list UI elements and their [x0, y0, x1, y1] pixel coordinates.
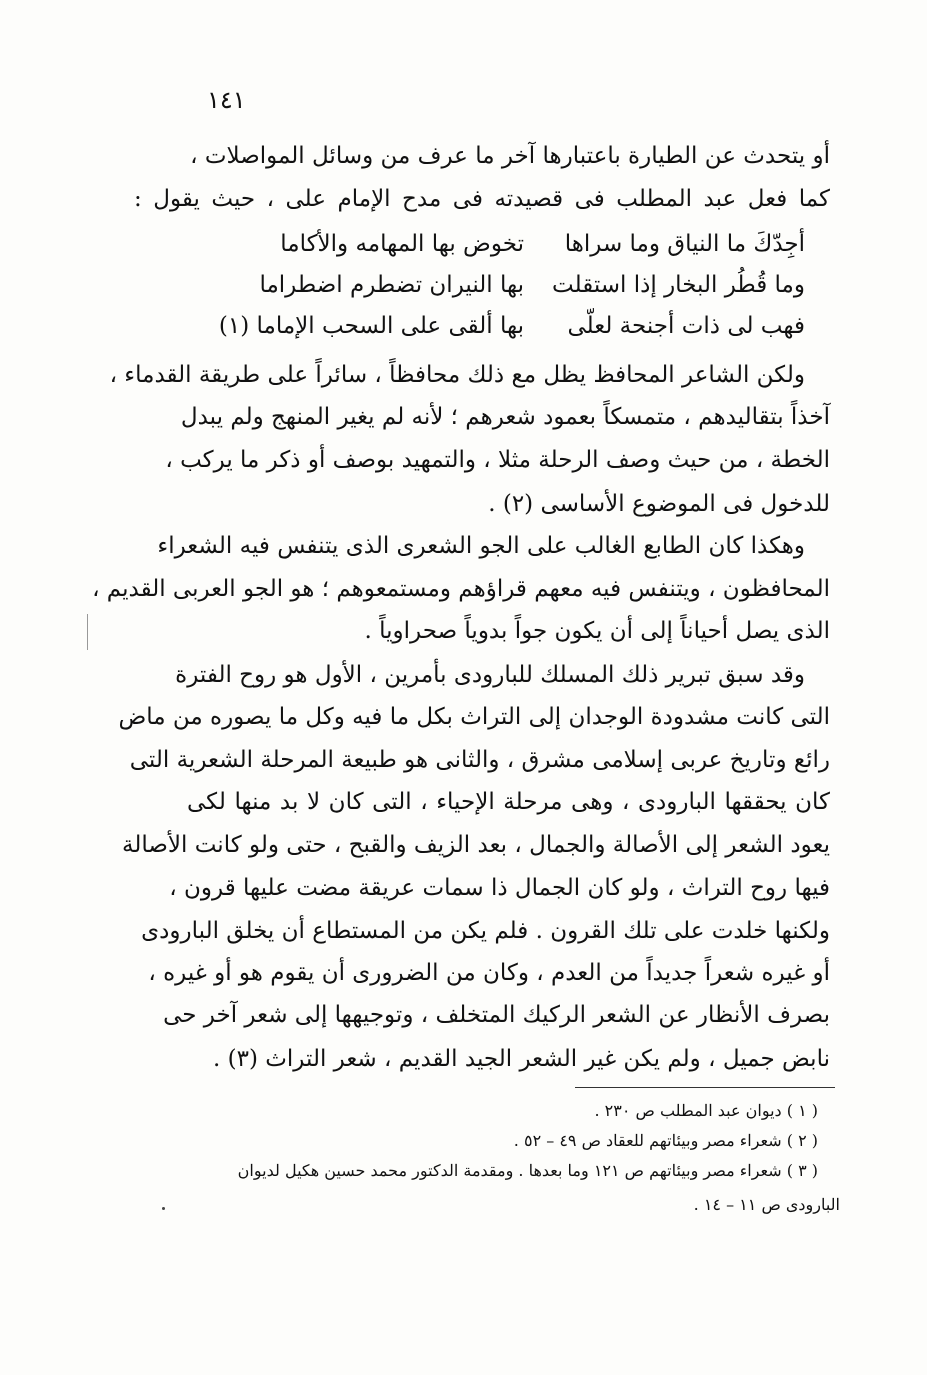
page-number: ١٤١ [207, 86, 246, 114]
footnote: البارودى ص ١١ – ١٤ . [693, 1195, 840, 1214]
text-line: التى كانت مشدودة الوجدان إلى التراث بكل ما فيه وكل ما يصوره من ماض [118, 704, 830, 730]
text-line: للدخول فى الموضوع الأساسى (٢) . [488, 491, 830, 517]
text-line: الخطة ، من حيث وصف الرحلة مثلا ، والتمهيد بوصف أو ذكر ما يركب ، [165, 447, 830, 473]
footnote: ( ١ ) ديوان عبد المطلب ص ٢٣٠ . [594, 1101, 818, 1120]
text-line: ولكنها خلدت على تلك القرون . فلم يكن من المستطاع أن يخلق البارودى [141, 918, 830, 944]
text-line: كما فعل عبد المطلب فى قصيدته فى مدح الإمام على ، حيث يقول : [134, 186, 830, 212]
text-line: وقد سبق تبرير ذلك المسلك للبارودى بأمرين ، الأول هو روح الفترة [175, 662, 805, 688]
text-line: رائع وتاريخ عربى إسلامى مشرق ، والثانى هو طبيعة المرحلة الشعرية التى [129, 747, 830, 773]
text-line: آخذاً بتقاليدهم ، متمسكاً بعمود شعرهم ؛ لأنه لم يغير المنهج ولم يبدل [180, 404, 830, 430]
footnote: ( ٣ ) شعراء مصر وبيئاتهم ص ١٢١ وما بعدها . ومقدمة الدكتور محمد حسين هكيل لديوان [237, 1161, 818, 1180]
stray-mark [162, 1207, 165, 1210]
poem-hemistich-second: بها ألقى على السحب الإماما (١) [218, 313, 524, 339]
text-line: أو يتحدث عن الطيارة باعتبارها آخر ما عرف من وسائل المواصلات ، [190, 143, 830, 169]
poem-hemistich-first: وما قُطُر البخار إذا استقلت [552, 272, 805, 298]
text-line: بصرف الأنظار عن الشعر الركيك المتخلف ، وتوجيهها إلى شعر آخر حى [163, 1002, 830, 1028]
text-line: الذى يصل أحياناً إلى أن يكون جواً بدوياً صحراوياً . [364, 618, 830, 644]
footnote-rule [575, 1087, 835, 1088]
poem-hemistich-first: أجِدّكَ ما النياق وما سراها [564, 231, 805, 257]
text-line: المحافظون ، ويتنفس فيه معهم قراؤهم ومستمعوهم ؛ هو الجو العربى القديم ، [92, 576, 830, 602]
text-line: ولكن الشاعر المحافظ يظل مع ذلك محافظاً ، سائراً على طريقة القدماء ، [109, 362, 805, 388]
text-line: فيها روح التراث ، ولو كان الجمال ذا سمات عريقة مضت عليها قرون ، [169, 875, 830, 901]
text-line: نابض جميل ، ولم يكن غير الشعر الجيد القديم ، شعر التراث (٣) . [213, 1046, 830, 1072]
poem-hemistich-second: بها النيران تضطرم اضطراما [259, 272, 524, 298]
text-line: كان يحققها البارودى ، وهى مرحلة الإحياء ، التى كان لا بد منها لكى [187, 789, 830, 815]
footnote: ( ٢ ) شعراء مصر وبيئاتهم للعقاد ص ٤٩ – ٥٢ . [513, 1131, 818, 1150]
text-line: يعود الشعر إلى الأصالة والجمال ، بعد الزيف والقبح ، حتى ولو كانت الأصالة [122, 832, 830, 858]
text-line: وهكذا كان الطابع الغالب على الجو الشعرى الذى يتنفس فيه الشعراء [157, 533, 805, 559]
poem-hemistich-first: فهب لى ذات أجنحة لعلّى [567, 313, 805, 339]
text-line: أو غيره شعراً جديداً من العدم ، وكان من الضرورى أن يقوم هو أو غيره ، [148, 960, 830, 986]
poem-hemistich-second: تخوض بها المهامه والأكاما [280, 231, 524, 257]
margin-mark [87, 614, 88, 650]
